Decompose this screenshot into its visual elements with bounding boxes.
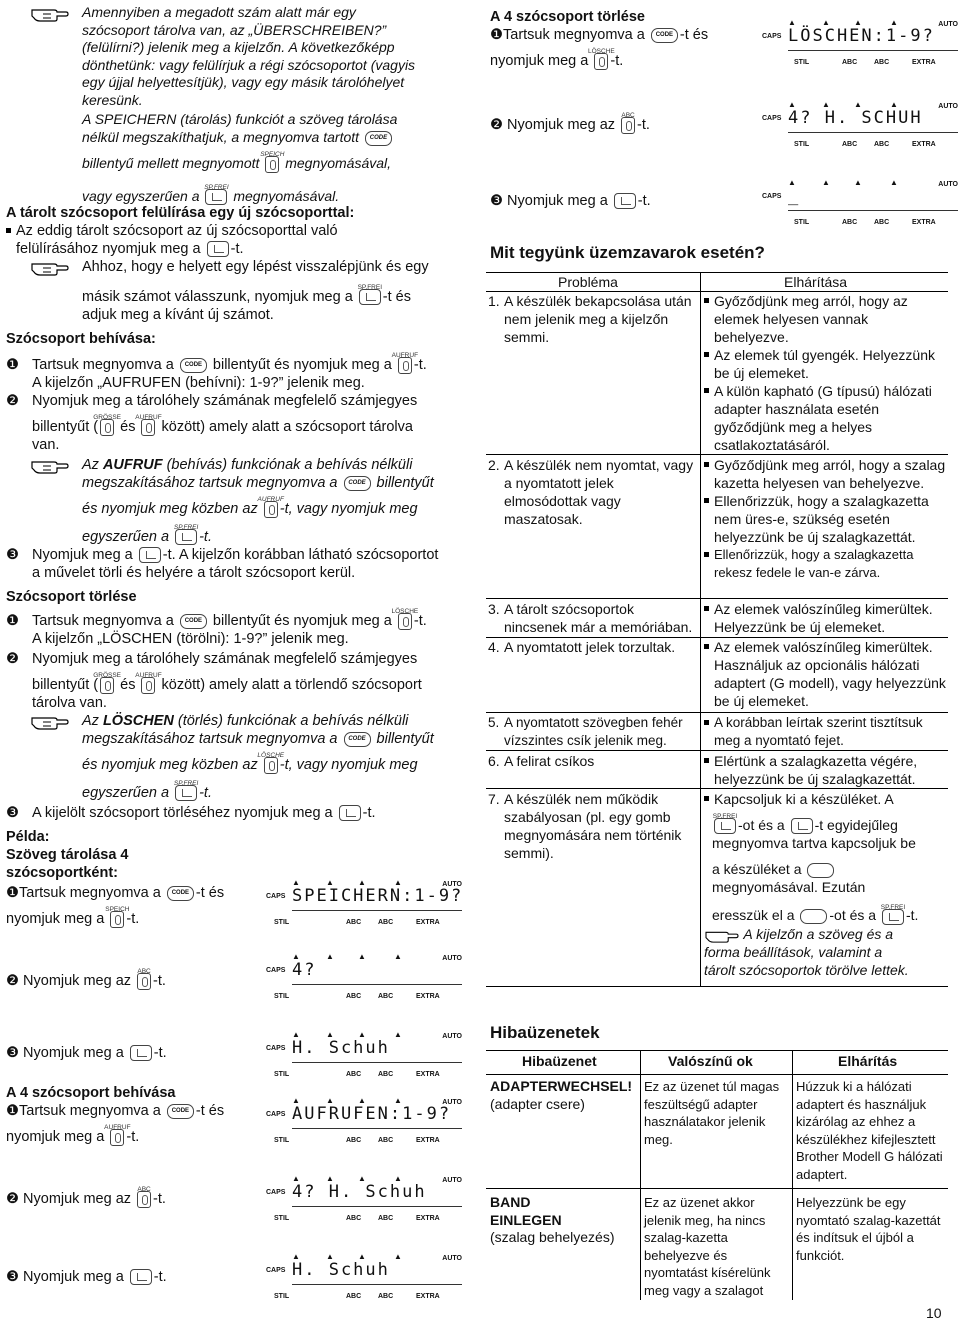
- note-cancel-delete: Az LÖSCHEN (törlés) funkciónak a behívás nélküli megszakításához tartsuk megnyomva a CODE billentyűt és nyomjuk meg közben az LÖSCHE -t, vagy nyomjuk meg egyszerűen a SP.FREI -t.: [82, 713, 434, 801]
- example-heading: Példa:: [6, 829, 50, 845]
- delete-heading: Szócsoport törlése: [6, 589, 137, 605]
- enter-key-icon: [130, 1045, 152, 1061]
- power-key-icon: [800, 909, 827, 924]
- lcd-display: ▲ ▲ ▲ ▲ AUTO CAPS 4? STIL ABC ABC EXTRA: [266, 952, 462, 1000]
- code-key-icon: CODE: [180, 358, 207, 373]
- call4-step-1: ❶Tartsuk megnyomva a CODE -t és nyomjuk meg a AUFRUF -t.: [6, 1103, 225, 1145]
- column-header: Elhárítás: [838, 1053, 898, 1069]
- overwrite-heading: A tárolt szócsoport felülírása egy új szócsoporttal:: [6, 205, 355, 221]
- abc-key-icon: ABC: [137, 1191, 151, 1208]
- loesche-key-icon: LÖSCHE: [264, 757, 278, 774]
- grosse-key-icon: GRÖSSE: [100, 419, 114, 436]
- enter-key-icon: [207, 241, 229, 257]
- loesche-key-icon: LÖSCHE: [594, 53, 608, 70]
- list-item: Az elemek túl gyengék. Helyezzünk be új elemeket.: [704, 346, 946, 382]
- example-step-2: ❷ Nyomjuk meg az ABC -t.: [6, 967, 166, 989]
- pointing-hand-icon: [30, 456, 70, 474]
- column-header: Valószínű ok: [668, 1053, 753, 1069]
- call4-step-2: ❷ Nyomjuk meg az ABC -t.: [6, 1185, 166, 1207]
- power-key-icon: [807, 863, 834, 878]
- call4-heading: A 4 szócsoport behívása: [6, 1085, 176, 1101]
- list-item: Ellenőrizzük, hogy a szalagkazetta nem üres-e, szükség esetén helyezzünk be új szalagkazettát.: [704, 492, 946, 546]
- aufruf-key-icon: AUFRUF: [141, 677, 155, 694]
- lcd-display: ▲ ▲ ▲ ▲ AUTO CAPS 4? H. SCHUH STIL ABC ABC EXTRA: [762, 100, 958, 148]
- lcd-display: ▲ ▲ ▲ ▲ AUTO CAPS _ STIL ABC ABC EXTRA: [762, 178, 958, 226]
- speich-key-icon: SPEICH: [265, 156, 279, 173]
- lcd-text: H. Schuh: [292, 1260, 390, 1280]
- code-key-icon: CODE: [167, 1104, 194, 1119]
- delete4-step-3: ❸ Nyomjuk meg a -t.: [490, 193, 651, 209]
- lcd-text: _: [788, 186, 801, 206]
- lcd-display: ▲ ▲ ▲ ▲ AUTO CAPS H. Schuh STIL ABC ABC EXTRA: [266, 1252, 462, 1300]
- backspace-key-icon: SP.FREI: [175, 529, 197, 545]
- overwrite-item: Az eddig tárolt szócsoport az új szócsoporttal való felülírásához nyomjuk meg a -t.: [6, 222, 466, 258]
- list-item: Kapcsoljuk ki a készüléket. A: [704, 790, 948, 808]
- aufruf-key-icon: AUFRUF: [141, 419, 155, 436]
- abc-key-icon: ABC: [621, 117, 635, 134]
- loesche-key-icon: LÖSCHE: [398, 613, 412, 630]
- call-step-2: ❷ Nyomjuk meg a tárolóhely számának megfelelő számjegyes billentyűt ( GRÖSSE és AUFRUF között) amely alatt a szócsoport tárolva van.: [6, 393, 418, 453]
- column-header: Elhárítása: [784, 274, 848, 290]
- delete-step-3: ❸ A kijelölt szócsoport törléséhez nyomjuk meg a -t.: [6, 805, 376, 821]
- abc-key-icon: ABC: [137, 973, 151, 990]
- aufruf-key-icon: AUFRUF: [110, 1129, 124, 1146]
- example-subheading: Szöveg tárolása 4 szócsoportként:: [6, 847, 129, 881]
- code-key-icon: CODE: [167, 886, 194, 901]
- example-step-1: ❶Tartsuk megnyomva a CODE -t és nyomjuk meg a SPEICH -t.: [6, 885, 225, 927]
- list-item: Az elemek valószínűleg kimerültek. Helyezzünk be új elemeket.: [704, 600, 946, 636]
- lcd-text: LÖSCHEN:1-9?: [788, 26, 935, 46]
- enter-key-icon: [791, 818, 813, 834]
- list-item: Elértünk a szalagkazetta végére, helyezzünk be új szalagkazettát.: [704, 752, 946, 788]
- errors-table: Hibaüzenet Valószínű ok Elhárítás ADAPTERWECHSEL! (adapter csere) Ez az üzenet túl magas feszültségű adapter használatakor jelenik meg. Húzzuk ki a hálózati adaptert és használjuk kizárólag az ehhez a készülékhez kifejlesztett Brother Modell G hálózati adaptert. BAND EINLEGEN (szalag behelyezés) Ez az üzenet akkor jelenik meg, ha nincs szalag-kazetta behelyezve és nyomtatást kísérelünk meg vagy a szalagot Helyezzünk be egy nyomtató szalag-kazettát és indítsuk el újból a funkciót.: [486, 1050, 948, 1300]
- enter-key-icon: [130, 1269, 152, 1285]
- delete-step-2: ❷ Nyomjuk meg a tárolóhely számának megfelelő számjegyes billentyűt ( GRÖSSE és AUFRUF között) amely alatt a törlendő szócsoport tárolva van.: [6, 651, 422, 711]
- code-key-icon: CODE: [365, 131, 392, 146]
- call4-step-3: ❸ Nyomjuk meg a -t.: [6, 1269, 167, 1285]
- list-item: A korábban leírtak szerint tisztítsuk meg a nyomtató fejet.: [704, 714, 946, 750]
- list-item: Ellenőrizzük, hogy a szalagkazetta rekesz fedele le van-e zárva.: [704, 546, 946, 582]
- pointing-hand-icon: [704, 927, 740, 943]
- lcd-display: ▲ ▲ ▲ ▲ AUTO CAPS H. Schuh STIL ABC ABC EXTRA: [266, 1030, 462, 1078]
- note-step-back: Ahhoz, hogy e helyett egy lépést visszalépjünk és egy másik számot válasszunk, nyomjuk meg a SP.FREI -t és adjuk meg a kívánt új számot.: [82, 259, 429, 323]
- lcd-display: ▲ ▲ ▲ ▲ AUTO CAPS SPEICHERN:1-9? STIL ABC ABC EXTRA: [266, 878, 464, 926]
- lcd-text: AUFRUFEN:1-9?: [292, 1104, 452, 1124]
- column-header: Hibaüzenet: [522, 1053, 597, 1069]
- backspace-key-icon: SP.FREI: [205, 189, 227, 205]
- grosse-key-icon: GRÖSSE: [100, 677, 114, 694]
- call-heading: Szócsoport behívása:: [6, 331, 156, 347]
- pointing-hand-icon: [30, 258, 70, 276]
- overwrite-list: [6, 222, 466, 258]
- lcd-display: ▲ ▲ ▲ ▲ AUTO CAPS LÖSCHEN:1-9? STIL ABC ABC EXTRA: [762, 18, 958, 66]
- call-step-3: ❸ Nyomjuk meg a -t. A kijelzőn korábban látható szócsoportot a művelet törli és helyére a tárolt szócsoport kerül.: [6, 547, 439, 581]
- list-item: Győződjünk meg arról, hogy az elemek helyesen vannak behelyezve.: [704, 292, 946, 346]
- errors-heading: Hibaüzenetek: [490, 1023, 600, 1042]
- column-header: Probléma: [558, 274, 618, 290]
- note-overwrite: Amennyiben a megadott szám alatt már egy szócsoport tárolva van, az „ÜBERSCHREIBEN?” (felülírni?) jelenik meg a kijelzőn. A következőképp dönthetünk: vagy felülírjuk a régi szócsoportot (vagyis egy újjal helyettesítjük), vagy egy másik tárolóhelyet keresünk.: [82, 4, 416, 108]
- lcd-text: H. Schuh: [292, 1038, 390, 1058]
- aufruf-key-icon: AUFRUF: [264, 501, 278, 518]
- note-cancel-call: Az AUFRUF (behívás) funkciónak a behívás nélküli megszakításához tartsuk megnyomva a CODE billentyűt és nyomjuk meg közben az AUFRUF -t, vagy nyomjuk meg egyszerűen a SP.FREI -t.: [82, 457, 434, 545]
- lcd-text: 4? H. SCHUH: [788, 108, 923, 128]
- enter-key-icon: [139, 547, 161, 563]
- list-item: Győződjünk meg arról, hogy a szalag kazetta helyesen van behelyezve.: [704, 456, 946, 492]
- lcd-display: ▲ ▲ ▲ ▲ AUTO CAPS 4? H. Schuh STIL ABC ABC EXTRA: [266, 1174, 462, 1222]
- code-key-icon: CODE: [180, 614, 207, 629]
- lcd-text: 4?: [292, 960, 317, 980]
- pointing-hand-icon: [30, 712, 70, 730]
- enter-key-icon: [614, 193, 636, 209]
- enter-key-icon: [339, 805, 361, 821]
- delete4-step-2: ❷ Nyomjuk meg az ABC -t.: [490, 111, 650, 133]
- delete-step-1: ❶ Tartsuk megnyomva a CODE billentyűt és nyomjuk meg a LÖSCHE -t. A kijelzőn „LÖSCHEN (törölni): 1-9?” jelenik meg.: [6, 607, 427, 647]
- trouble-heading: Mit tegyünk üzemzavarok esetén?: [490, 243, 765, 262]
- backspace-key-icon: SP.FREI: [714, 818, 736, 834]
- delete4-step-1: ❶Tartsuk megnyomva a CODE -t és nyomjuk meg a LÖSCHE -t.: [490, 27, 709, 69]
- aufruf-key-icon: AUFRUF: [398, 357, 412, 374]
- list-item: A külön kapható (G típusú) hálózati adapter használata esetén győződjünk meg a helyes csatlakoztatásáról.: [704, 382, 946, 454]
- code-key-icon: CODE: [651, 28, 678, 43]
- backspace-key-icon: SP.FREI: [882, 909, 904, 925]
- lcd-display: ▲ ▲ ▲ ▲ AUTO CAPS AUFRUFEN:1-9? STIL ABC ABC EXTRA: [266, 1096, 462, 1144]
- call-step-1: ❶ Tartsuk megnyomva a CODE billentyűt és nyomjuk meg a AUFRUF -t. A kijelzőn „AUFRUFEN (behívni): 1-9?” jelenik meg.: [6, 351, 427, 391]
- backspace-key-icon: SP.FREI: [175, 785, 197, 801]
- example-step-3: ❸ Nyomjuk meg a -t.: [6, 1045, 167, 1061]
- speich-key-icon: SPEICH: [110, 911, 124, 928]
- backspace-key-icon: SP.FREI: [359, 289, 381, 305]
- list-item: Az elemek valószínűleg kimerültek. Használjuk az opcionális hálózati adaptert (G modell), vagy helyezzünk be új elemeket.: [704, 638, 946, 710]
- code-key-icon: CODE: [344, 732, 371, 747]
- code-key-icon: CODE: [344, 476, 371, 491]
- delete4-heading: A 4 szócsoport törlése: [490, 9, 645, 25]
- lcd-text: 4? H. Schuh: [292, 1182, 427, 1202]
- note-cancel-store: A SPEICHERN (tárolás) funkciót a szöveg tárolása nélkül megszakíthatjuk, a megnyomva tartott CODE billentyű mellett megnyomott SPEICH megnyomásával, vagy egyszerűen a SP.FREI megnyomásával.: [82, 111, 398, 204]
- pointing-hand-icon: [30, 4, 70, 22]
- page-number: 10: [926, 1305, 942, 1321]
- lcd-text: SPEICHERN:1-9?: [292, 886, 464, 906]
